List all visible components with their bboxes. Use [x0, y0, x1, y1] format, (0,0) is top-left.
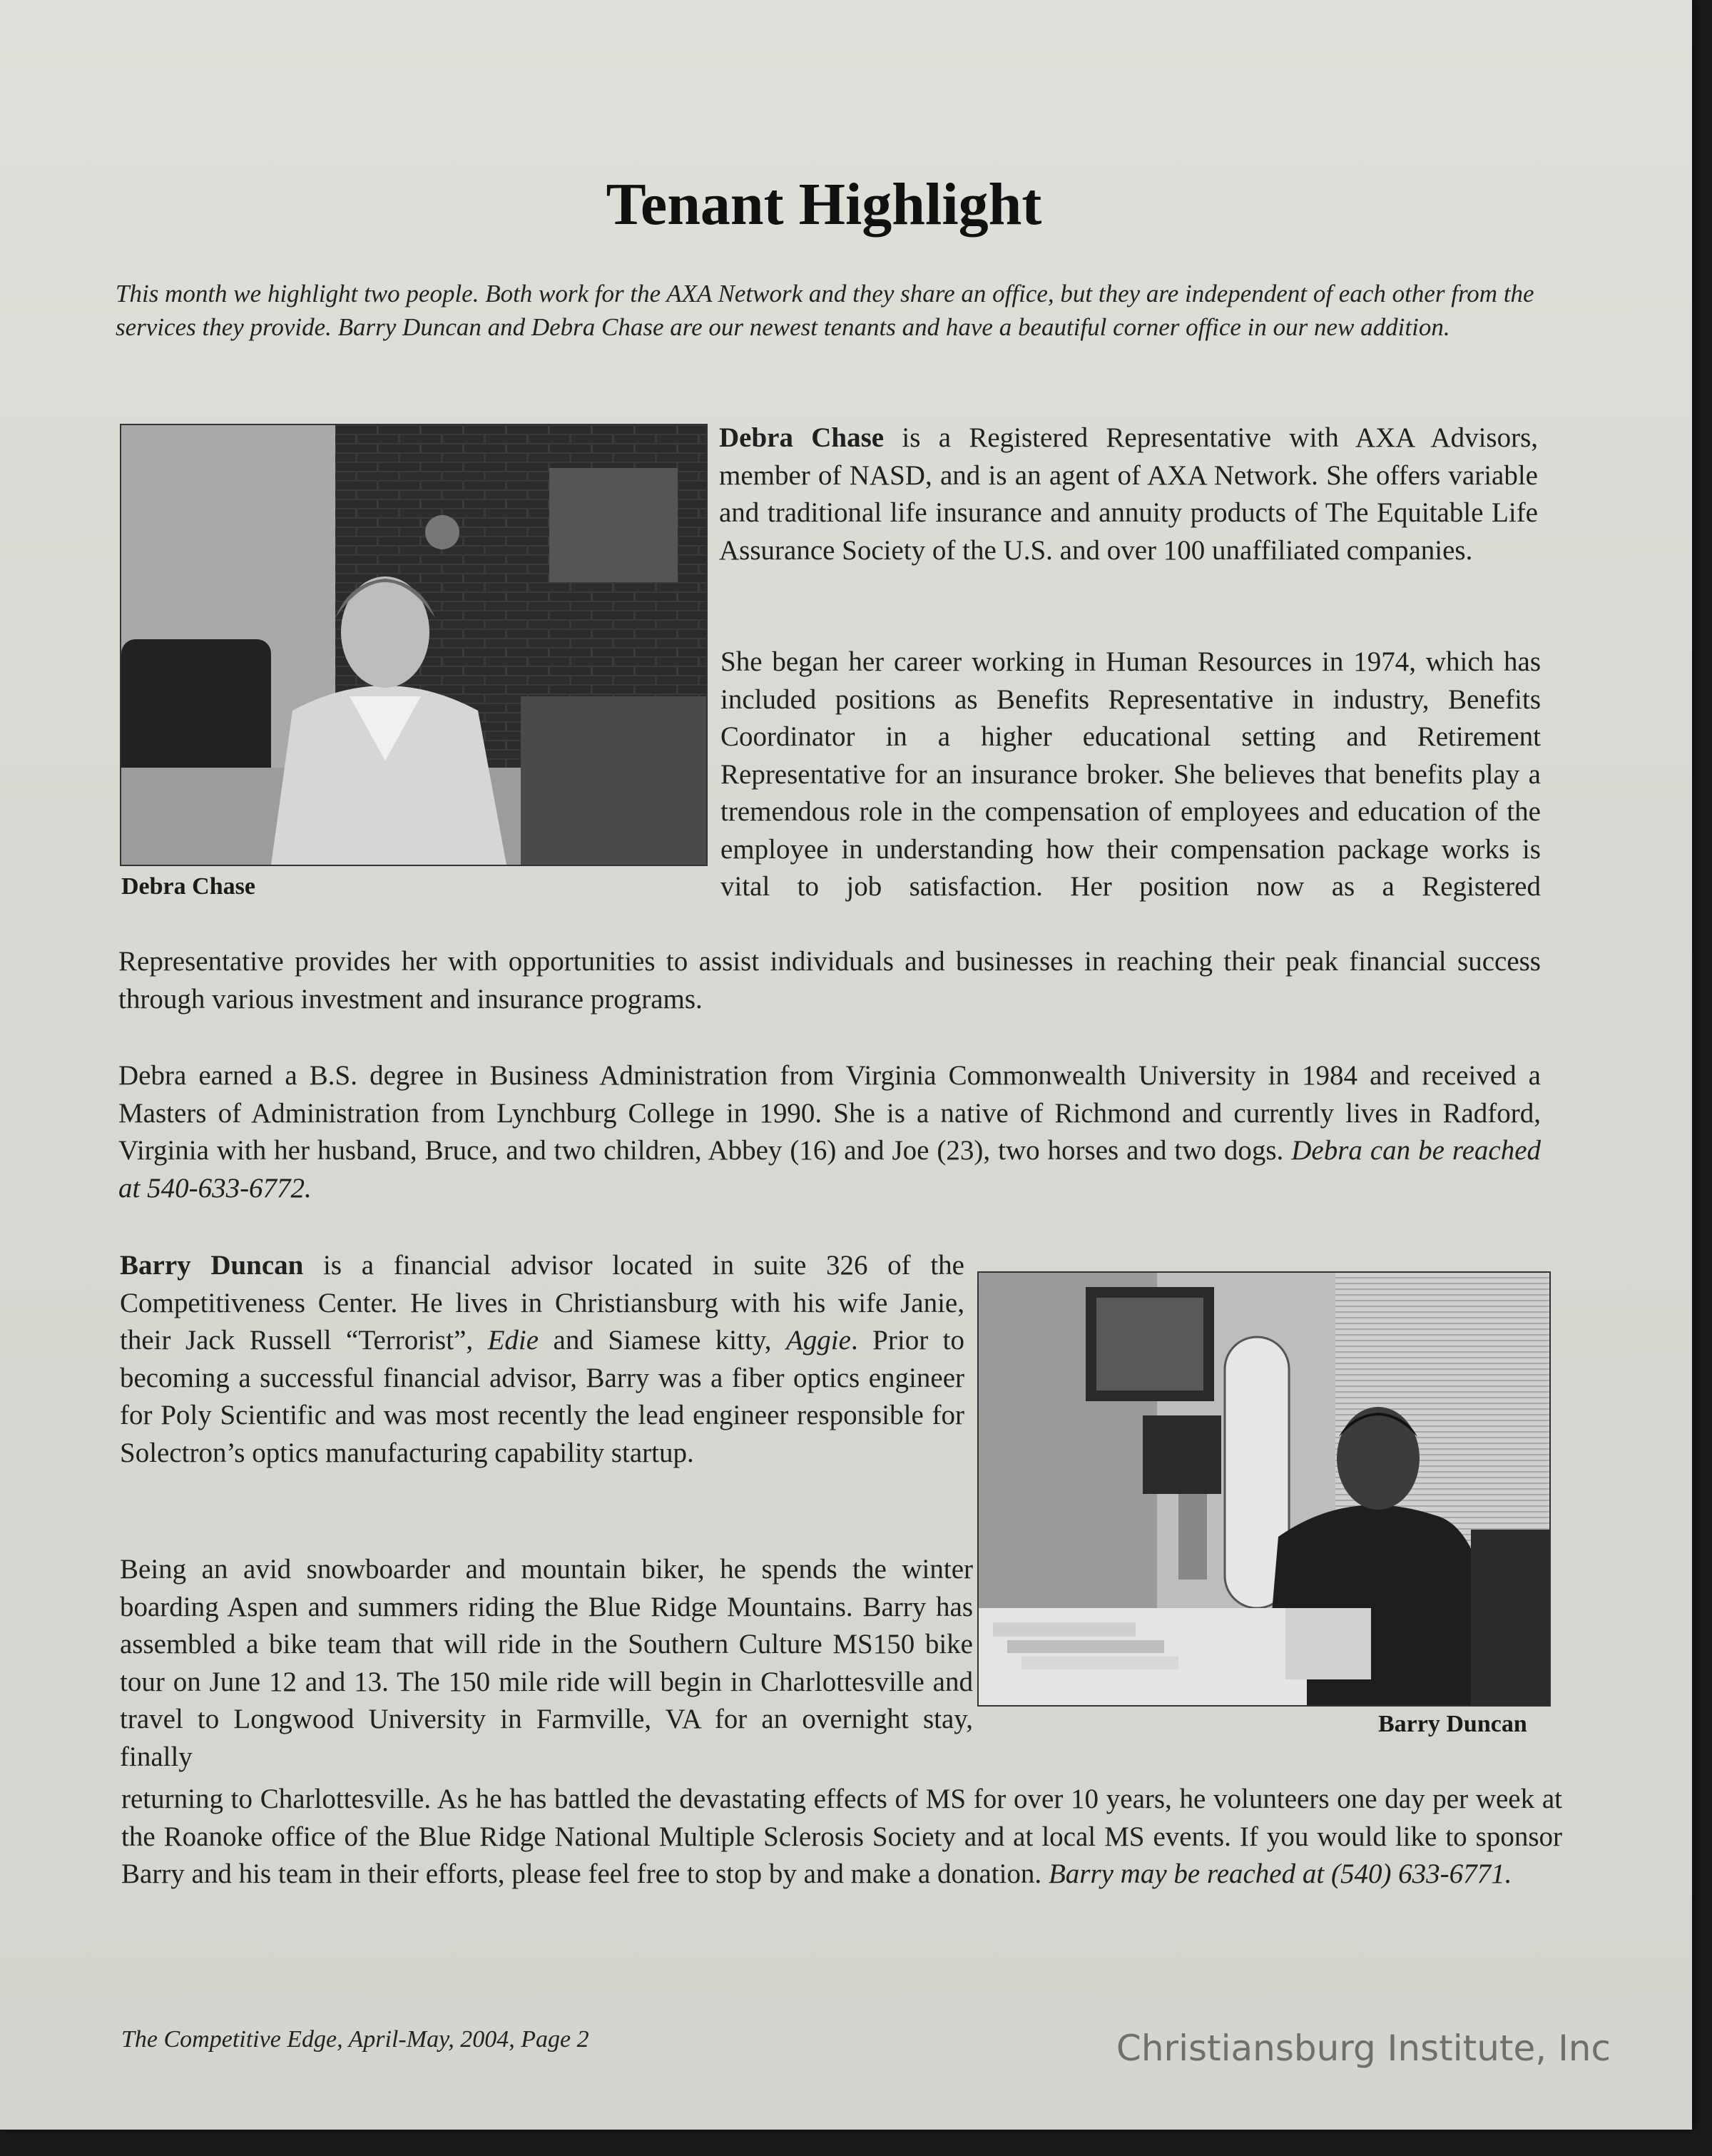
- barry-p2b-text: returning to Charlottesville. As he has battled the devastating effects of MS for over 10 years, he volunteers one day per week at the Roanoke office of the Blue Ridge National Multiple Sclerosis Society and at local MS events. If you would like to sponsor Barry and his team in their efforts, please feel free to stop by and make a donation.: [121, 1784, 1562, 1889]
- debra-p3-text: Debra earned a B.S. degree in Business Administration from Virginia Commonwealth University in 1984 and received a Masters of Administration from Lynchburg College in 1990. She is a native of Richmond and currently lives in Radford, Virginia with her husband, Bruce, and two children, Abbey (16) and Joe (23), two horses and two dogs.: [118, 1060, 1541, 1166]
- footer-publication: The Competitive Edge, April-May, 2004, Page 2: [121, 2026, 589, 2053]
- barry-paragraph-1: [120, 1247, 964, 1472]
- watermark: Christiansburg Institute, Inc: [1116, 2028, 1611, 2069]
- barry-p1-text-a: is a financial advisor located in suite 326 of the Competitiveness Center. He lives in Christiansburg with his wife Janie, their Jack Russell “Terrorist”,: [120, 1250, 964, 1356]
- barry-paragraph-2a: Being an avid snowboarder and mountain biker, he spends the winter boarding Aspen and summers riding the Blue Ridge Mountains. Barry has assembled a bike team that will ride in the Southern Culture MS150 bike tour on June 12 and 13. The 150 mile ride will begin in Charlottesville and travel to Longwood University in Farmville, VA for an overnight stay, finally: [120, 1554, 973, 1772]
- barry-duncan-photo: [977, 1271, 1551, 1707]
- barry-p1-text-b: and Siamese kitty,: [539, 1325, 786, 1356]
- barry-name: Barry Duncan: [120, 1250, 304, 1281]
- barry-paragraph-2b: [121, 1781, 1562, 1893]
- barry-p1-text-c: . Prior to becoming a successful financial advisor, Barry was a fiber optics engineer for Poly Scientific and was most recently the lead engineer responsible for Solectron’s optics manufacturing capability startup.: [120, 1325, 964, 1468]
- barry-photo-caption: Barry Duncan: [1378, 1711, 1527, 1737]
- debra-photo-caption: Debra Chase: [121, 873, 255, 900]
- barry-pet-edie: Edie: [487, 1325, 539, 1356]
- barry-photo-image: [979, 1273, 1549, 1705]
- debra-name: Debra Chase: [719, 422, 885, 453]
- debra-chase-photo: [120, 424, 708, 866]
- debra-paragraph-3: [118, 1057, 1541, 1207]
- barry-contact: Barry may be reached at (540) 633-6771.: [1048, 1858, 1512, 1889]
- debra-contact: Debra can be reached at 540-633-6772.: [118, 1135, 1542, 1204]
- debra-paragraph-1: [719, 419, 1538, 569]
- debra-paragraph-2b: Representative provides her with opportunities to assist individuals and businesses in reaching their peak financial success through various investment and insurance programs.: [118, 946, 1541, 1015]
- page-title: Tenant Highlight: [606, 171, 1042, 238]
- debra-p1-text: is a Registered Representative with AXA Advisors, member of NASD, and is an agent of AXA Network. She offers variable and traditional life insurance and annuity products of The Equitable Life Assurance Society of the U.S. and over 100 unaffiliated companies.: [719, 422, 1538, 566]
- debra-photo-image: [121, 425, 706, 865]
- intro-paragraph: This month we highlight two people. Both work for the AXA Network and they share an office, but they are independent of each other from the services they provide. Barry Duncan and Debra Chase are our newest tenants and have a beautiful corner office in our new addition.: [116, 280, 1534, 341]
- barry-pet-aggie: Aggie: [785, 1325, 851, 1356]
- debra-paragraph-2a: She began her career working in Human Resources in 1974, which has included positions as Benefits Representative in industry, Benefits Coordinator in a higher educational setting and Retirement Representative for an insurance broker. She believes that benefits play a tremendous role in the compensation of employees and education of the employee in understanding how their compensation package works is vital to job satisfaction. Her position now as a Registered: [720, 646, 1541, 902]
